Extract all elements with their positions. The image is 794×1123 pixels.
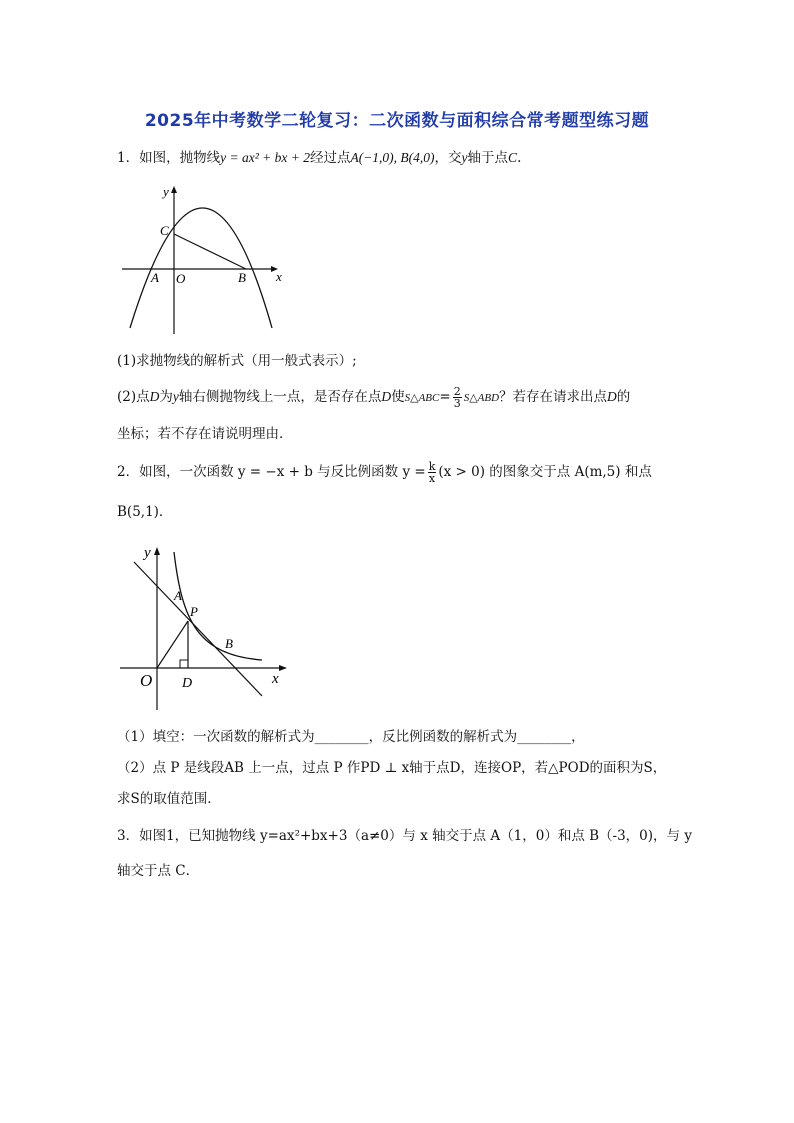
q2-segment-op [157,621,188,668]
q2-figure [112,540,297,715]
q1-frac-num: 2 [453,385,461,398]
q3-line1: 3．如图1，已知抛物线 y=ax²+bx+3（a≠0）与 x 轴交于点 A（1，0）和点 B（-3，0)，与 y [117,828,692,844]
q1-tail2: 轴于点 [467,150,509,166]
q2-line2: B(5,1)． [117,504,173,520]
q2-label-x: x [272,671,279,687]
q2-label-a: A [174,588,182,603]
q1-stem [117,148,521,168]
q1-axis-y: y [461,150,468,165]
q2-part1: （1）填空：一次函数的解析式为________，反比例函数的解析式为________， [117,729,585,745]
q1-part2-f: ？若存在请求出点 [499,389,608,405]
q1-points: A(−1,0), B(4,0) [350,150,435,165]
q2-line [134,562,262,696]
q1-parabola [130,208,272,328]
q1-part2-g: 的 [616,389,631,405]
q2-fraction [428,461,437,484]
q1-part2 [117,386,630,409]
q1-intro: 如图，抛物线 [139,150,221,166]
q2-label-b: B [225,636,233,651]
q1-part2-line2: 坐标；若不存在请说明理由． [117,426,293,442]
q1-segment-cb [174,234,246,269]
q2-part2: （2）点 P 是线段AB 上一点，过点 P 作PD ⊥ x轴于点D，连接OP，若△POD的面积为S， [117,760,667,776]
q2-part2-line2: 求S的取值范围． [117,791,221,807]
q2-right-angle-mark [180,660,188,668]
q1-fraction [453,386,462,409]
q2-hyperbola [174,552,262,660]
q2-frac-den: x [428,472,436,485]
q1-label-b: B [238,270,246,285]
q1-eq-sign: = [439,389,451,405]
q1-passes: 经过点 [309,150,351,166]
q1-part2-c: 轴右侧抛物线上一点，是否存在点 [178,389,382,405]
q1-part2-d2: D [381,389,392,404]
q1-equation: y = ax² + bx + 2 [220,150,310,165]
q1-part2-y: y [172,389,179,404]
q2-frac-num: k [428,460,436,473]
q1-part2-d3: D [607,389,617,404]
q2-intro2: (x > 0) 的图象交于点 A(m,5) 和点 [438,464,652,480]
q1-label-o: O [176,271,186,286]
q1-part2-a: (2)点 [117,389,150,405]
q2-stem [117,461,652,484]
q2-number: 2． [117,464,140,480]
q2-label-p: P [190,604,198,619]
q2-label-y: y [144,545,151,561]
q1-s-abc: S△ABC [404,392,440,404]
q1-s-abd: S△ABD [463,392,500,404]
q1-tail: ，交 [434,150,462,166]
q1-part1: (1)求抛物线的解析式（用一般式表示）; [117,353,357,369]
q1-label-c: C [160,223,169,238]
q3-line2: 轴交于点 C． [117,863,200,879]
q1-frac-den: 3 [453,397,461,410]
q1-label-a: A [151,270,159,285]
q1-part2-d: D [149,389,160,404]
q2-label-d: D [182,676,193,691]
q1-period: . [517,150,522,166]
q1-label-x: x [276,269,282,284]
page-title: 2025年中考数学二轮复习：二次函数与面积综合常考题型练习题 [144,111,650,131]
q1-part2-e: 使 [391,389,405,405]
q1-figure [118,182,298,337]
q2-intro: 如图，一次函数 y = −x + b 与反比例函数 y = [139,464,426,480]
q2-label-o: O [140,671,153,690]
q1-point-c: C [508,150,518,165]
q1-label-y: y [163,184,169,199]
q1-number: 1． [117,150,140,166]
q1-part2-b: 为 [159,389,173,405]
